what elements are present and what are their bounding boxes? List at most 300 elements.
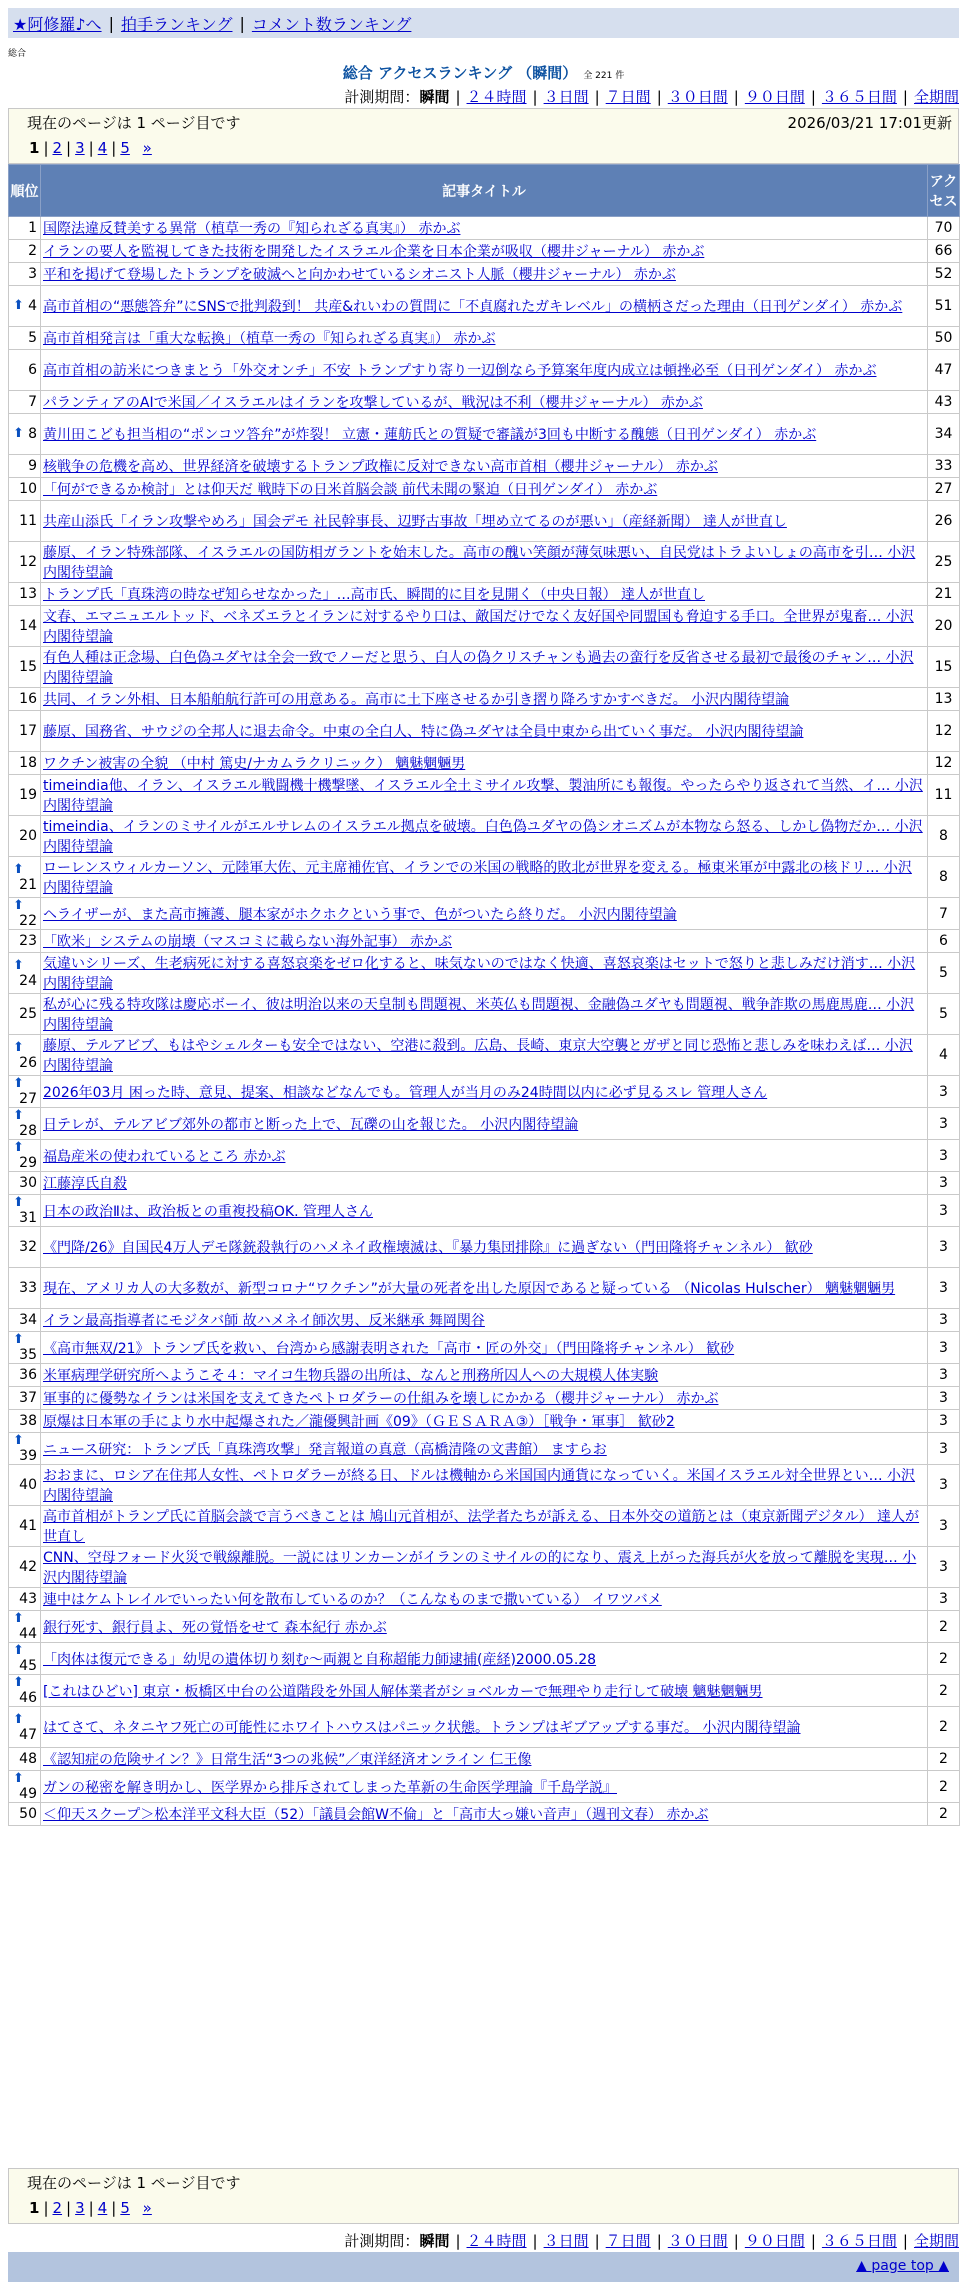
article-link[interactable]: 文春、エマニュエルトッド、ベネズエラとイランに対するやり口は、敵国だけでなく友好国や同盟国も脅迫する手口。全世界が鬼畜… 小沢内閣待望論: [43, 609, 914, 645]
rank-cell: [9, 816, 41, 857]
title-cell: [41, 263, 928, 286]
access-count: 3: [928, 1364, 960, 1387]
access-count: 70: [928, 217, 960, 240]
rank-cell: [9, 953, 41, 994]
rank-up-arrow-icon: ⬆: [13, 298, 24, 313]
rank-cell: [9, 1588, 41, 1611]
table-row: [9, 930, 960, 953]
rank-number: 19: [19, 787, 37, 803]
period-separator: |: [810, 88, 816, 106]
rank-cell: [9, 542, 41, 583]
page-title: [0, 62, 967, 83]
article-link[interactable]: おおまに、ロシア在住邦人女性、ペトロダラーが終る日、ドルは機軸から米国国内通貨になっていく。米国イスラエル対全世界とい… 小沢内閣待望論: [43, 1468, 916, 1504]
article-link[interactable]: ヘライザーが、また高市擁護、腿本家がホクホクという事で、色がついたら終りだ。 小沢内閣待望論: [43, 906, 677, 923]
period-link[interactable]: ３６５日間: [821, 88, 897, 106]
table-row: [9, 1675, 960, 1707]
article-link[interactable]: 「肉体は復元できる」幼児の遺体切り刻む～両親と自称超能力師逮捕(産経)2000.05.28: [43, 1651, 597, 1668]
title-cell: [41, 647, 928, 688]
rank-number: 48: [19, 1751, 37, 1767]
access-count: 8: [928, 857, 960, 898]
article-link[interactable]: 《認知症の危険サイン？》日常生活“3つの兆候”／東洋経済オンライン 仁王像: [43, 1752, 532, 1768]
article-link[interactable]: 「欧米」システムの崩壊（マスコミに載らない海外記事） 赤かぶ: [43, 934, 453, 950]
current-page-text: 現在のページは 1 ページ目です: [27, 114, 241, 132]
rank-cell: [9, 688, 41, 711]
update-timestamp: 2026/03/21 17:01更新: [787, 114, 952, 132]
rank-cell: [9, 1433, 41, 1465]
rank-cell: [9, 1172, 41, 1195]
article-link[interactable]: 私が心に残る特攻隊は慶応ボーイ、彼は明治以来の天皇制も問題視、米英仏も問題視、金融偽ユダヤも問題視、戦争詐欺の馬鹿馬鹿… 小沢内閣待望論: [43, 997, 915, 1033]
rank-cell: [9, 455, 41, 478]
article-link[interactable]: 高市首相発言は「重大な転換」（植草一秀の『知られざる真実』） 赤かぶ: [43, 331, 496, 347]
rank-up-arrow-icon: ⬆: [13, 1771, 24, 1786]
period-separator: |: [656, 2232, 662, 2250]
article-link[interactable]: 《門降/26》自国民4万人デモ隊銃殺執行のハメネイ政権壊滅は、『暴力集団排除』に過ぎない（門田隆将チャンネル） 歓砂: [43, 1240, 813, 1256]
article-link[interactable]: 高市首相の“悪態答弁”にSNSで批判殺到！ 共産&れいわの質問に「不貞腐れたガキレベル」の横柄さだった理由（日刊ゲンダイ） 赤かぶ: [43, 299, 903, 315]
period-link[interactable]: ３日間: [543, 2232, 589, 2250]
access-count: 66: [928, 240, 960, 263]
article-link[interactable]: 連中はケムトレイルでいったい何を散布しているのか？（こんなものまで撒いている） イワツバメ: [43, 1592, 662, 1608]
period-link[interactable]: ２４時間: [466, 88, 527, 106]
rank-number: 20: [19, 828, 37, 844]
page-link[interactable]: 5: [120, 2199, 130, 2217]
page-link[interactable]: 3: [75, 139, 85, 157]
title-cell: [41, 857, 928, 898]
access-count: 15: [928, 647, 960, 688]
article-link[interactable]: 現在、アメリカ人の大多数が、新型コロナ“ワクチン”が大量の死者を出した原因であると疑っている （Nicolas Hulscher） 魑魅魍魎男: [43, 1281, 896, 1297]
article-link[interactable]: はてさて、ネタニヤフ死亡の可能性にホワイトハウスはパニック状態。トランプはギブアップする事だ。 小沢内閣待望論: [43, 1720, 801, 1736]
access-count: 52: [928, 263, 960, 286]
article-link[interactable]: 軍事的に優勢なイランは米国を支えてきたペトロダラーの仕組みを壊しにかかる（櫻井ジャーナル） 赤かぶ: [43, 1391, 719, 1407]
rank-number: 34: [19, 1312, 37, 1328]
period-link[interactable]: ３０日間: [667, 2232, 728, 2250]
rank-cell: [9, 1108, 41, 1140]
rank-number: 14: [19, 618, 37, 634]
period-label: 計測期間：: [344, 88, 420, 106]
title-cell: [41, 953, 928, 994]
table-row: [9, 1387, 960, 1410]
title-cell: [41, 1675, 928, 1707]
pagination: [29, 2199, 152, 2217]
rank-cell: [9, 1748, 41, 1771]
rank-cell: [9, 1410, 41, 1433]
rank-cell: [9, 1506, 41, 1547]
rank-number: 41: [19, 1518, 37, 1534]
rank-number: 10: [19, 481, 37, 497]
page-separator: [134, 139, 139, 157]
access-count: 3: [928, 1433, 960, 1465]
access-count: 12: [928, 711, 960, 752]
title-cell: [41, 1410, 928, 1433]
access-count: 5: [928, 994, 960, 1035]
article-link[interactable]: 2026年03月 困った時、意見、提案、相談などなんでも。管理人が当月のみ24時間以内に必ず見るスレ 管理人さん: [43, 1084, 768, 1101]
table-row: [9, 414, 960, 455]
rank-number: 6: [28, 362, 37, 378]
page-separator: |: [88, 139, 94, 157]
table-row: [9, 391, 960, 414]
nav-link-applause-ranking[interactable]: 拍手ランキング: [120, 14, 233, 34]
rank-number: 15: [19, 659, 37, 675]
title-cell: [41, 994, 928, 1035]
article-link[interactable]: ガンの秘密を解き明かし、医学界から排斥されてしまった革新の生命医学理論『千島学説』: [43, 1779, 617, 1796]
access-count: 50: [928, 327, 960, 350]
rank-number: 35: [19, 1347, 37, 1363]
table-row: [9, 1227, 960, 1268]
page-current: 1: [29, 139, 40, 157]
title-cell: [41, 1748, 928, 1771]
page-link[interactable]: 4: [97, 2199, 108, 2217]
rank-up-arrow-icon: ⬆: [13, 1332, 24, 1347]
period-current: 瞬間: [419, 88, 450, 106]
table-row: [9, 816, 960, 857]
article-link[interactable]: ワクチン被害の全貌 （中村 篤史/ナカムラクリニック） 魑魅魍魎男: [43, 756, 466, 772]
rank-up-arrow-icon: ⬆: [13, 1711, 24, 1727]
rank-number: 36: [19, 1367, 37, 1383]
title-cell: [41, 1076, 928, 1108]
rank-cell: [9, 327, 41, 350]
access-count: 2: [928, 1611, 960, 1643]
article-link[interactable]: 黄川田こども担当相の“ポンコツ答弁”が炸裂！ 立憲・蓮舫氏との質疑で審議が3回も中断する醜態（日刊ゲンダイ） 赤かぶ: [43, 427, 817, 443]
table-row: [9, 263, 960, 286]
table-row: [9, 898, 960, 930]
period-selector: [344, 2230, 959, 2251]
rank-cell: [9, 263, 41, 286]
rank-cell: [9, 898, 41, 930]
article-link[interactable]: ローレンスウィルカーソン、元陸軍大佐、元主席補佐官、イランでの米国の戦略的敗北が世界を変える。極東米軍が中露北の核ドリ… 小沢内閣待望論: [43, 860, 912, 896]
rank-up-arrow-icon: ⬆: [13, 1108, 24, 1123]
access-count: 3: [928, 1108, 960, 1140]
rank-cell: [9, 1387, 41, 1410]
title-cell: [41, 898, 928, 930]
article-link[interactable]: 日本の政治Ⅱは、政治板との重複投稿OK. 管理人さん: [43, 1203, 373, 1220]
rank-cell: [9, 711, 41, 752]
rank-up-arrow-icon: ⬆: [13, 957, 24, 973]
rank-number: 33: [19, 1280, 37, 1296]
table-row: [9, 1108, 960, 1140]
rank-cell: [9, 1332, 41, 1364]
access-count: 3: [928, 1387, 960, 1410]
article-link[interactable]: 《高市無双/21》トランプ氏を救い、台湾から感謝表明された「高市・匠の外交」（門田隆将チャンネル） 歓砂: [43, 1340, 735, 1357]
table-row: [9, 647, 960, 688]
rank-number: 50: [19, 1806, 37, 1822]
nav-link-home[interactable]: ★阿修羅♪へ: [13, 14, 102, 34]
article-link[interactable]: [これはひどい] 東京・板橋区中台の公道階段を外国人解体業者がショベルカーで無理やり走行して破壊 魑魅魍魎男: [43, 1683, 763, 1700]
period-current: 瞬間: [419, 2232, 450, 2250]
article-link[interactable]: ニュース研究：トランプ氏「真珠湾攻撃」発言報道の真意（高橋清隆の文書館） ますらお: [43, 1441, 607, 1458]
title-cell: [41, 1227, 928, 1268]
header-rank: 順位: [9, 165, 41, 217]
title-cell: [41, 1547, 928, 1588]
access-count: 51: [928, 286, 960, 327]
period-separator: |: [594, 88, 600, 106]
rank-cell: [9, 857, 41, 898]
title-cell: [41, 286, 928, 327]
rank-number: 30: [19, 1175, 37, 1191]
article-link[interactable]: 銀行死す、銀行員よ、死の覚悟をせて 森本紀行 赤かぶ: [43, 1619, 387, 1636]
rank-up-arrow-icon: ⬆: [13, 1433, 24, 1448]
article-link[interactable]: 平和を掲げて登場したトランプを破滅へと向かわせているシオニスト人脈（櫻井ジャーナル） 赤かぶ: [43, 267, 676, 283]
header-title: 記事タイトル: [41, 165, 928, 217]
rank-cell: [9, 391, 41, 414]
rank-cell: [9, 606, 41, 647]
table-row: [9, 583, 960, 606]
access-count: 47: [928, 350, 960, 391]
period-link[interactable]: ２４時間: [466, 2232, 527, 2250]
access-count: 33: [928, 455, 960, 478]
rank-number: 18: [19, 755, 37, 771]
period-link[interactable]: 全期間: [913, 2232, 959, 2250]
rank-up-arrow-icon: ⬆: [13, 1076, 24, 1091]
access-count: 3: [928, 1309, 960, 1332]
rank-number: 31: [19, 1210, 37, 1226]
article-link[interactable]: 福島産米の使われているところ 赤かぶ: [43, 1148, 286, 1165]
article-link[interactable]: トランプ氏「真珠湾の時なぜ知らせなかった」…高市氏、瞬間的に目を見開く（中央日報） 達人が世直し: [43, 587, 706, 603]
header-count: アクセス: [928, 165, 960, 217]
title-cell: [41, 1172, 928, 1195]
access-count: 3: [928, 1465, 960, 1506]
article-link[interactable]: 核戦争の危機を高め、世界経済を破壊するトランプ政権に反対できない高市首相（櫻井ジャーナル） 赤かぶ: [43, 459, 718, 475]
category-label: 総合: [8, 49, 27, 59]
access-count: 8: [928, 816, 960, 857]
title-cell: [41, 1465, 928, 1506]
total-count: 全 221 件: [583, 71, 625, 81]
page-separator: |: [43, 139, 49, 157]
page-link[interactable]: 2: [52, 2199, 63, 2217]
page-title-text: 総合 アクセスランキング （瞬間）: [342, 64, 578, 82]
table-row: [9, 350, 960, 391]
rank-cell: [9, 1035, 41, 1076]
access-count: 3: [928, 1588, 960, 1611]
period-link[interactable]: ３６５日間: [821, 2232, 897, 2250]
rank-up-arrow-icon: ⬆: [13, 1643, 24, 1658]
period-separator: |: [532, 88, 538, 106]
rank-cell: [9, 217, 41, 240]
period-separator: |: [455, 2232, 461, 2250]
access-count: 3: [928, 1227, 960, 1268]
page-top-link[interactable]: ▲ page top ▲: [856, 2258, 949, 2274]
table-row: [9, 953, 960, 994]
period-link[interactable]: ７日間: [605, 2232, 651, 2250]
rank-cell: [9, 1140, 41, 1172]
table-row: [9, 994, 960, 1035]
article-link[interactable]: timeindia、イランのミサイルがエルサレムのイスラエル拠点を破壊。白色偽ユダヤの偽シオニズムが本物なら怒る、しかし偽物だか… 小沢内閣待望論: [43, 819, 923, 855]
table-row: [9, 1364, 960, 1387]
page-link[interactable]: 5: [120, 139, 130, 157]
rank-number: 13: [19, 586, 37, 602]
period-separator: |: [733, 88, 739, 106]
period-link[interactable]: ３０日間: [667, 88, 728, 106]
period-separator: |: [455, 88, 461, 106]
access-count: 11: [928, 775, 960, 816]
period-label: 計測期間：: [344, 2232, 420, 2250]
nav-link-comment-ranking[interactable]: コメント数ランキング: [251, 14, 412, 34]
article-link[interactable]: 「何ができるか検討」とは仰天だ 戦時下の日米首脳会談 前代未聞の緊迫（日刊ゲンダイ） 赤かぶ: [43, 482, 658, 498]
table-row: [9, 1707, 960, 1748]
rank-number: 44: [19, 1626, 37, 1642]
title-cell: [41, 775, 928, 816]
table-row: [9, 775, 960, 816]
rank-number: 23: [19, 933, 37, 949]
article-link[interactable]: 日テレが、テルアビブ郊外の都市と断った上で、瓦礫の山を報じた。 小沢内閣待望論: [43, 1116, 579, 1133]
page-link[interactable]: 4: [97, 139, 108, 157]
article-link[interactable]: パランティアのAIで米国／イスラエルはイランを攻撃しているが、戦況は不利（櫻井ジャーナル） 赤かぶ: [43, 395, 703, 411]
page-link[interactable]: 2: [52, 139, 63, 157]
article-link[interactable]: イランの要人を監視してきた技術を開発したイスラエル企業を日本企業が吸収（櫻井ジャーナル） 赤かぶ: [43, 244, 705, 260]
access-count: 20: [928, 606, 960, 647]
pager-panel-bottom: [8, 2168, 959, 2224]
table-row: [9, 1140, 960, 1172]
title-cell: [41, 240, 928, 263]
title-cell: [41, 816, 928, 857]
access-count: 3: [928, 1268, 960, 1309]
rank-cell: [9, 647, 41, 688]
table-row: [9, 857, 960, 898]
period-separator: |: [656, 88, 662, 106]
rank-cell: [9, 1076, 41, 1108]
table-row: [9, 1035, 960, 1076]
access-count: 3: [928, 1547, 960, 1588]
table-row: [9, 1803, 960, 1826]
article-link[interactable]: 気違いシリーズ、生老病死に対する喜怒哀楽をゼロ化すると、味気ないのではなく快適、喜怒哀楽はセットで怒りと悲しみだけ消す… 小沢内閣待望論: [43, 956, 916, 992]
access-count: 3: [928, 1140, 960, 1172]
rank-up-arrow-icon: ⬆: [13, 1611, 24, 1626]
access-count: 3: [928, 1172, 960, 1195]
title-cell: [41, 1309, 928, 1332]
title-cell: [41, 752, 928, 775]
rank-cell: [9, 478, 41, 501]
page-next-link[interactable]: »: [142, 139, 152, 157]
title-cell: [41, 1364, 928, 1387]
rank-cell: [9, 775, 41, 816]
period-separator: |: [733, 2232, 739, 2250]
rank-cell: [9, 240, 41, 263]
access-count: 43: [928, 391, 960, 414]
page-next-link[interactable]: »: [142, 2199, 152, 2217]
article-link[interactable]: 高市首相の訪米につきまとう「外交オンチ」不安 トランプすり寄り一辺倒なら予算案年度内成立は頓挫必至（日刊ゲンダイ） 赤かぶ: [43, 363, 877, 379]
title-cell: [41, 217, 928, 240]
table-row: [9, 1076, 960, 1108]
page-separator: |: [66, 139, 72, 157]
title-cell: [41, 1108, 928, 1140]
rank-number: 8: [28, 426, 37, 442]
table-row: [9, 217, 960, 240]
period-separator: |: [594, 2232, 600, 2250]
rank-up-arrow-icon: ⬆: [13, 1039, 24, 1055]
rank-number: 43: [19, 1591, 37, 1607]
period-separator: |: [902, 88, 908, 106]
rank-cell: [9, 930, 41, 953]
ranking-table: [8, 164, 960, 1826]
access-count: 26: [928, 501, 960, 542]
rank-up-arrow-icon: ⬆: [13, 1195, 24, 1210]
table-row: [9, 752, 960, 775]
access-count: 27: [928, 478, 960, 501]
nav-separator: |: [108, 13, 114, 33]
pager-panel-top: [8, 108, 959, 164]
access-count: 2: [928, 1643, 960, 1675]
table-row: [9, 1309, 960, 1332]
title-cell: [41, 1268, 928, 1309]
rank-number: 47: [19, 1726, 37, 1743]
title-cell: [41, 327, 928, 350]
period-link[interactable]: ３日間: [543, 88, 589, 106]
article-link[interactable]: 藤原、テルアビブ、もはやシェルターも安全ではない、空港に殺到。広島、長崎、東京大空襲とガザと同じ恐怖と悲しみを味わえば… 小沢内閣待望論: [43, 1038, 913, 1074]
title-cell: [41, 1588, 928, 1611]
rank-cell: [9, 1268, 41, 1309]
period-separator: |: [532, 2232, 538, 2250]
rank-cell: [9, 1707, 41, 1748]
access-count: 2: [928, 1748, 960, 1771]
access-count: 2: [928, 1707, 960, 1748]
article-link[interactable]: 共産山添氏「イラン攻撃やめろ」国会デモ 社民幹事長、辺野古事故「埋め立てるのが悪い」（産経新聞） 達人が世直し: [43, 514, 787, 530]
rank-number: 12: [19, 554, 37, 570]
article-link[interactable]: 高市首相がトランプ氏に首脳会談で言うべきことは 鳩山元首相が、法学者たちが訴える、日本外交の道筋とは（東京新聞デジタル） 達人が世直し: [43, 1509, 920, 1545]
rank-cell: [9, 1643, 41, 1675]
article-link[interactable]: 共同、イラン外相、日本船舶航行許可の用意ある。高市に土下座させるか引き摺り降ろすかすべきだ。 小沢内閣待望論: [43, 692, 790, 708]
rank-number: 16: [19, 691, 37, 707]
rank-cell: [9, 414, 41, 455]
page-link[interactable]: 3: [75, 2199, 85, 2217]
article-link[interactable]: 米軍病理学研究所へようこそ４：マイコ生物兵器の出所は、なんと刑務所囚人への大規模人体実験: [43, 1368, 659, 1384]
nav-separator: |: [239, 13, 245, 33]
access-count: 34: [928, 414, 960, 455]
rank-up-arrow-icon: ⬆: [13, 1675, 24, 1690]
title-cell: [41, 478, 928, 501]
rank-cell: [9, 1465, 41, 1506]
title-cell: [41, 542, 928, 583]
article-link[interactable]: イラン最高指導者にモジタバ師 故ハメネイ師次男、反米継承 舞岡関谷: [43, 1313, 485, 1329]
period-link[interactable]: ９０日間: [744, 2232, 805, 2250]
table-row: [9, 501, 960, 542]
table-row: [9, 1465, 960, 1506]
top-nav: [8, 8, 959, 38]
period-link[interactable]: 全期間: [913, 88, 959, 106]
article-link[interactable]: 藤原、国務省、サウジの全邦人に退去命令。中東の全白人、特に偽ユダヤは全員中東から出ていく事だ。 小沢内閣待望論: [43, 724, 804, 740]
rank-number: 1: [28, 220, 37, 236]
title-cell: [41, 1643, 928, 1675]
rank-number: 39: [19, 1448, 37, 1464]
period-link[interactable]: ７日間: [605, 88, 651, 106]
title-cell: [41, 930, 928, 953]
pagination: [29, 139, 152, 157]
article-link[interactable]: 有色人種は正念場、白色偽ユダヤは全会一致でノーだと思う、白人の偽クリスチャンも過去の蛮行を反省させる最初で最後のチャン… 小沢内閣待望論: [43, 650, 914, 686]
article-link[interactable]: 藤原、イラン特殊部隊、イスラエルの国防相ガラントを始末した。高市の醜い笑顔が薄気味悪い、自民党はトラよいしょの高市を引… 小沢内閣待望論: [43, 545, 916, 581]
table-row: [9, 1643, 960, 1675]
article-link[interactable]: CNN、空母フォード火災で戦線離脱。一説にはリンカーンがイランのミサイルの的になり、震え上がった海兵が火を放って離脱を実現… 小沢内閣待望論: [43, 1550, 917, 1586]
table-row: [9, 1506, 960, 1547]
rank-number: 25: [19, 1006, 37, 1022]
title-cell: [41, 1140, 928, 1172]
page-separator: [134, 2199, 139, 2217]
access-count: 2: [928, 1675, 960, 1707]
article-link[interactable]: 江藤淳氏自殺: [43, 1176, 127, 1192]
article-link[interactable]: timeindia他、イラン、イスラエル戦闘機十機撃墜、イスラエル全土ミサイル攻撃、製油所にも報復。やったらやり返されて当然、イ… 小沢内閣待望論: [43, 778, 923, 814]
access-count: 7: [928, 898, 960, 930]
period-link[interactable]: ９０日間: [744, 88, 805, 106]
period-selector: [344, 86, 959, 107]
access-count: 21: [928, 583, 960, 606]
title-cell: [41, 414, 928, 455]
rank-number: 11: [19, 513, 37, 529]
rank-number: 49: [19, 1786, 37, 1802]
rank-cell: [9, 501, 41, 542]
article-link[interactable]: 国際法違反賛美する異常（植草一秀の『知られざる真実』） 赤かぶ: [43, 221, 461, 237]
title-cell: [41, 350, 928, 391]
article-link[interactable]: 原爆は日本軍の手により水中起爆された／瀧優興計画《09》（ＧＥＳＡＲＡ③）［戦争・軍事］ 歓砂2: [43, 1414, 675, 1430]
rank-cell: [9, 1547, 41, 1588]
article-link[interactable]: ＜仰天スクープ＞松本洋平文科大臣（52）「議員会館W不倫」と「高市大っ嫌い音声」（週刊文春） 赤かぶ: [43, 1807, 709, 1823]
title-cell: [41, 501, 928, 542]
rank-cell: [9, 994, 41, 1035]
